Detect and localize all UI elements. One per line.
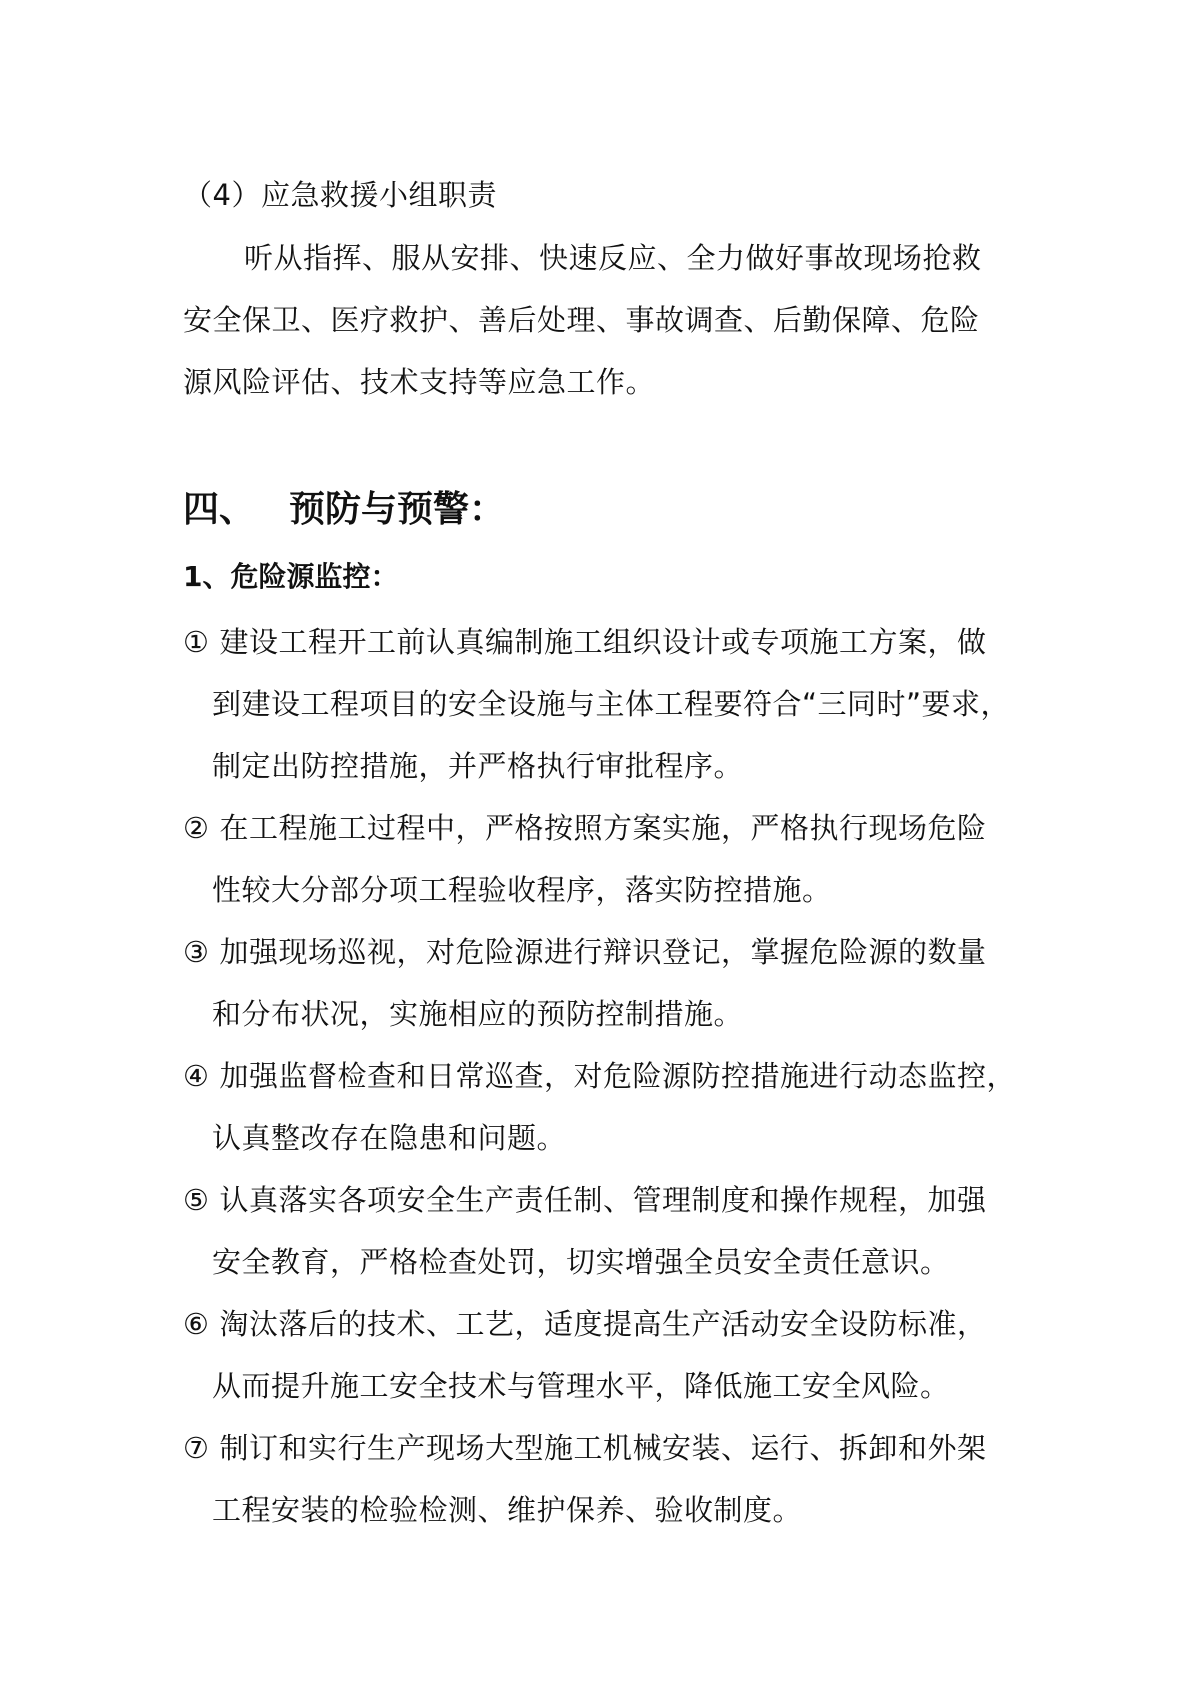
item-line: 制订和实行生产现场大型施工机械安装、运行、拆卸和外架: [219, 1431, 987, 1465]
duties-line-3: 源风险评估、技术支持等应急工作。: [183, 365, 656, 399]
item-line: 和分布状况，实施相应的预防控制措施。: [212, 997, 744, 1031]
item-line: 到建设工程项目的安全设施与主体工程要符合“三同时”要求，: [212, 687, 1011, 721]
list-item: [183, 1428, 987, 1468]
section-number: 四、: [183, 489, 256, 530]
item-line: 认真落实各项安全生产责任制、管理制度和操作规程，加强: [219, 1183, 987, 1217]
duties-line-1: 听从指挥、服从安排、快速反应、全力做好事故现场抢救: [244, 241, 982, 275]
section-title: 预防与预警：: [289, 489, 506, 530]
list-item: [183, 1056, 1016, 1096]
subheading-emergency-team: （4）应急救援小组职责: [183, 178, 497, 212]
item-line: 从而提升施工安全技术与管理水平，降低施工安全风险。: [212, 1369, 950, 1403]
list-item: [183, 1304, 987, 1344]
item-number: ⑥: [183, 1307, 210, 1341]
subsection-heading: 1、危险源监控：: [183, 560, 399, 593]
item-line: 认真整改存在隐患和问题。: [212, 1121, 567, 1155]
list-item: [183, 808, 987, 848]
item-line: 建设工程开工前认真编制施工组织设计或专项施工方案，做: [219, 625, 987, 659]
item-number: ②: [183, 811, 210, 845]
section-heading: [183, 486, 505, 534]
item-line: 淘汰落后的技术、工艺，适度提高生产活动安全设防标准，: [219, 1307, 987, 1341]
item-line: 性较大分部分项工程验收程序，落实防控措施。: [212, 873, 832, 907]
item-line: 工程安装的检验检测、维护保养、验收制度。: [212, 1493, 803, 1527]
duties-line-2: 安全保卫、医疗救护、善后处理、事故调查、后勤保障、危险: [183, 303, 980, 337]
list-item: [183, 932, 987, 972]
item-number: ③: [183, 935, 210, 969]
list-item: [183, 1180, 987, 1220]
item-number: ①: [183, 625, 210, 659]
item-line: 安全教育，严格检查处罚，切实增强全员安全责任意识。: [212, 1245, 950, 1279]
item-line: 加强现场巡视，对危险源进行辩识登记，掌握危险源的数量: [219, 935, 987, 969]
item-line: 在工程施工过程中，严格按照方案实施，严格执行现场危险: [219, 811, 987, 845]
item-number: ⑦: [183, 1431, 210, 1465]
item-number: ④: [183, 1059, 210, 1093]
item-line: 加强监督检查和日常巡查，对危险源防控措施进行动态监控，: [219, 1059, 1017, 1093]
item-number: ⑤: [183, 1183, 210, 1217]
list-item: [183, 622, 987, 662]
item-line: 制定出防控措施，并严格执行审批程序。: [212, 749, 744, 783]
